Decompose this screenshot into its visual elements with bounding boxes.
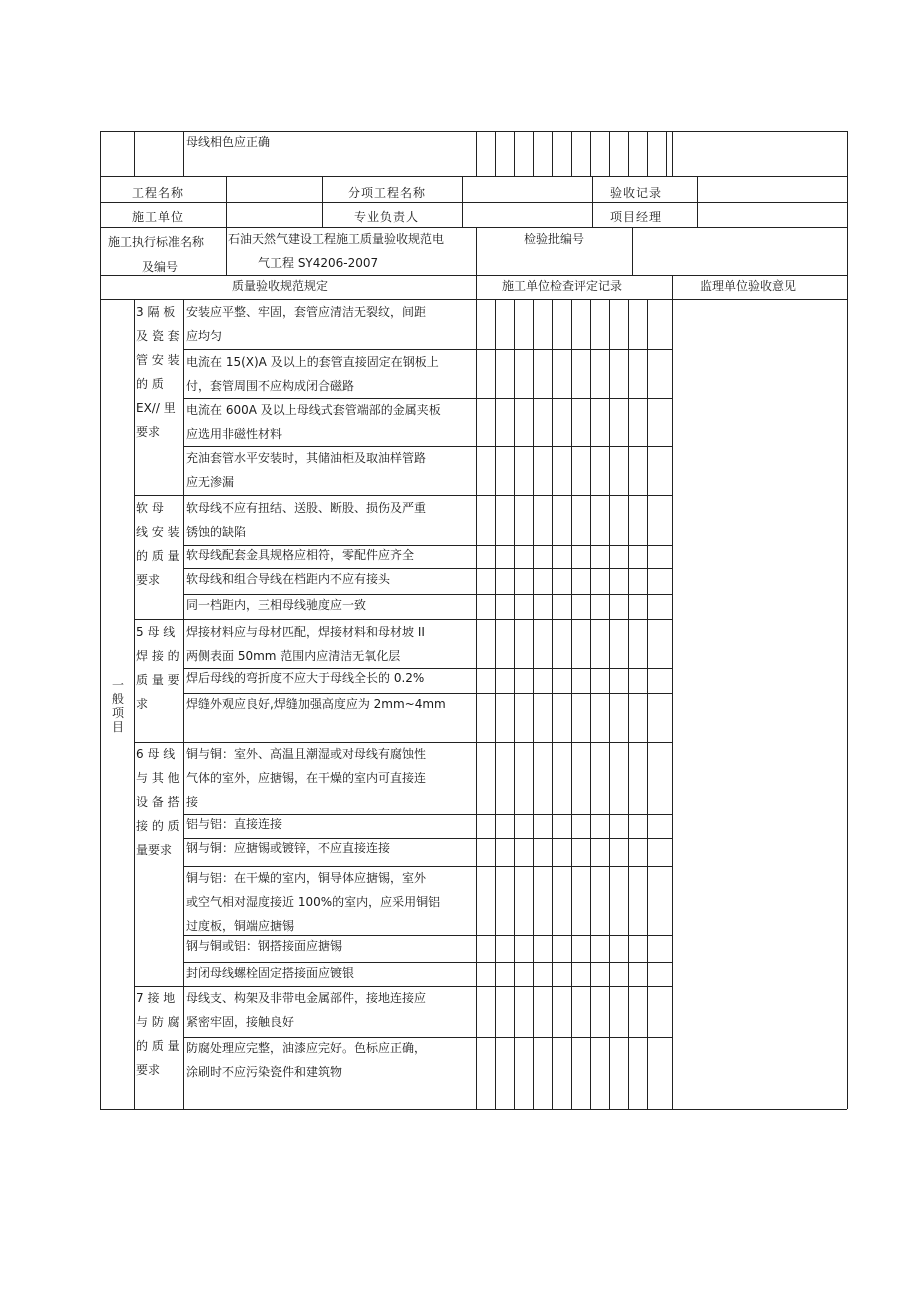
grid-line-h	[100, 176, 847, 177]
grid-line-h	[100, 299, 847, 300]
category-char: 目	[111, 720, 124, 734]
spec-item-line: 电流在 15(X)A 及以上的套管直接固定在钢板上	[186, 355, 439, 369]
group-title-line: 求	[136, 697, 149, 711]
spec-item-line: 同一档距内，三相母线驰度应一致	[186, 598, 367, 612]
category-char: 般	[111, 692, 124, 706]
spec-item-line: 铜与铝：在干燥的室内，铜导体应搪锡，室外	[186, 871, 427, 885]
grid-line-v	[628, 299, 629, 1109]
grid-line-h	[183, 594, 672, 595]
standard-value-line1: 石油天然气建设工程施工质量验收规范电	[228, 232, 445, 246]
grid-line-h	[183, 545, 672, 546]
group-title-line: 线 安 装	[136, 525, 180, 539]
grid-line-h	[134, 742, 672, 743]
grid-line-h	[134, 619, 672, 620]
grid-line-v	[495, 131, 496, 176]
spec-item-line: 紧密牢固，接触良好	[186, 1015, 295, 1029]
category-char: 项	[111, 706, 124, 720]
grid-line-v	[672, 275, 673, 299]
spec-column-header: 质量验收规范规定	[232, 279, 329, 293]
spec-item-line: 安装应平整、牢固，套管应清洁无裂纹，间距	[186, 305, 427, 319]
group-title-line: 要求	[136, 573, 161, 587]
grid-line-v	[476, 131, 477, 176]
spec-item-line: 过度板，铜端应搪锡	[186, 919, 295, 933]
spec-item-line: 焊后母线的弯折度不应大于母线全长的 0.2%	[186, 671, 425, 685]
group-title-line: 焊 接 的	[136, 649, 180, 663]
grid-line-v	[590, 131, 591, 176]
grid-line-h	[100, 202, 847, 203]
grid-line-v	[571, 299, 572, 1109]
grid-line-h	[183, 398, 672, 399]
grid-line-v	[533, 131, 534, 176]
grid-line-v	[134, 299, 135, 1109]
spec-item-line: 充油套管水平安装时，其储油柜及取油样管路	[186, 451, 427, 465]
grid-line-v	[672, 131, 673, 176]
spec-item-line: 铜与铜：室外、高温且潮湿或对母线有腐蚀性	[186, 747, 427, 761]
spec-item-line: 应均匀	[186, 329, 223, 343]
standard-label-line1: 施工执行标准名称	[108, 235, 205, 249]
spec-item-line: 应选用非磁性材料	[186, 427, 283, 441]
group-title-line: 管 安 装	[136, 353, 180, 367]
spec-item-line: 应无渗漏	[186, 475, 235, 489]
category-label	[111, 678, 125, 734]
grid-line-h	[183, 1037, 672, 1038]
grid-line-h	[183, 446, 672, 447]
spec-item-line: 防腐处理应完整，油漆应完好。色标应正确，	[186, 1041, 427, 1055]
group-title-line: 与 防 腐	[136, 1015, 180, 1029]
project-name-label: 工程名称	[132, 186, 185, 200]
grid-line-v	[632, 227, 633, 275]
grid-line-v	[609, 299, 610, 1109]
group-title-line: 接 的 质	[136, 819, 180, 833]
supervisor-opinion-header: 监理单位验收意见	[700, 279, 797, 293]
grid-line-v	[552, 299, 553, 1109]
grid-line-v	[514, 131, 515, 176]
group-title-line: 3 隔 板	[136, 305, 176, 319]
spec-item-line: 铝与铝：直接连接	[186, 817, 283, 831]
group-title-line: 的 质 量	[136, 1039, 180, 1053]
grid-line-v	[183, 131, 184, 176]
grid-line-v	[628, 131, 629, 176]
group-title-line: 要求	[136, 1063, 161, 1077]
grid-line-v	[134, 131, 135, 176]
grid-line-v	[590, 299, 591, 1109]
top-row-item: 母线相色应正确	[186, 135, 271, 149]
sub-project-label: 分项工程名称	[348, 186, 427, 200]
spec-item-line: 电流在 600A 及以上母线式套管端部的金属夹板	[186, 403, 441, 417]
construction-unit-label: 施工单位	[132, 210, 185, 224]
grid-line-h	[100, 275, 847, 276]
batch-no-label: 检验批编号	[524, 232, 585, 246]
grid-line-h	[100, 1109, 847, 1110]
spec-item-line: 软母线不应有扭结、送股、断股、损伤及严重	[186, 501, 427, 515]
grid-line-v	[609, 131, 610, 176]
spec-item-line: 涂刷时不应污染瓷件和建筑物	[186, 1065, 343, 1079]
grid-line-v	[476, 227, 477, 275]
grid-line-v	[514, 299, 515, 1109]
spec-item-line: 接	[186, 795, 199, 809]
category-char: 一	[111, 678, 124, 692]
contractor-check-header: 施工单位检查评定记录	[502, 279, 623, 293]
grid-line-v	[476, 299, 477, 1109]
spec-item-line: 焊缝外观应良好,焊缝加强高度应为 2mm~4mm	[186, 697, 446, 711]
grid-line-v	[476, 275, 477, 299]
grid-line-h	[134, 986, 672, 987]
spec-item-line: 付，套管周围不应构成闭合磁路	[186, 379, 355, 393]
group-title-line: 7 接 地	[136, 991, 176, 1005]
grid-line-h	[134, 495, 672, 496]
group-title-line: 的 质	[136, 377, 164, 391]
group-title-line: 要求	[136, 425, 161, 439]
acceptance-record-label: 验收记录	[610, 186, 663, 200]
grid-line-v	[697, 176, 698, 227]
spec-item-line: 封闭母线螺栓固定搭接面应镀银	[186, 966, 355, 980]
grid-line-h	[183, 814, 672, 815]
project-manager-label: 项目经理	[610, 210, 663, 224]
grid-line-h	[183, 668, 672, 669]
grid-line-v	[100, 131, 101, 1109]
grid-line-v	[183, 299, 184, 1109]
spec-item-line: 或空气相对湿度接近 100%的室内，应采用铜铝	[186, 895, 441, 909]
group-title-line: 量要求	[136, 843, 173, 857]
grid-line-v	[462, 176, 463, 227]
grid-line-v	[571, 131, 572, 176]
grid-line-h	[183, 349, 672, 350]
standard-value-line2: 气工程 SY4206-2007	[258, 256, 379, 270]
specialist-label: 专业负责人	[354, 210, 420, 224]
grid-line-h	[100, 227, 847, 228]
grid-line-v	[226, 176, 227, 275]
group-title-line: 质 量 要	[136, 673, 180, 687]
spec-item-line: 软母线配套金具规格应相符，零配件应齐全	[186, 548, 415, 562]
group-title-line: 及 瓷 套	[136, 329, 180, 343]
group-title-line: 设 备 搭	[136, 795, 180, 809]
grid-line-v	[647, 299, 648, 1109]
grid-line-v	[847, 131, 848, 1109]
group-title-line: EX// 里	[136, 401, 176, 415]
spec-item-line: 两侧表面 50mm 范围内应清洁无氧化层	[186, 649, 401, 663]
spec-item-line: 钢与铜或铝：钢搭接面应搪锡	[186, 939, 343, 953]
grid-line-h	[183, 866, 672, 867]
standard-label-line2: 及编号	[142, 260, 179, 274]
grid-line-v	[322, 176, 323, 227]
spec-item-line: 软母线和组合导线在档距内不应有接头	[186, 572, 391, 586]
spec-item-line: 锈蚀的缺陷	[186, 525, 247, 539]
group-title-line: 的 质 量	[136, 549, 180, 563]
grid-line-v	[533, 299, 534, 1109]
grid-line-v	[647, 131, 648, 176]
grid-line-v	[592, 176, 593, 227]
grid-line-v	[672, 299, 673, 1109]
grid-line-h	[183, 935, 672, 936]
group-title-line: 5 母 线	[136, 625, 176, 639]
grid-line-v	[495, 299, 496, 1109]
grid-line-h	[100, 131, 847, 132]
spec-item-line: 钢与铜：应搪锡或镀锌，不应直接连接	[186, 841, 391, 855]
grid-line-h	[183, 962, 672, 963]
group-title-line: 6 母 线	[136, 747, 176, 761]
spec-item-line: 焊接材料应与母材匹配，焊接材料和母材坡 II	[186, 625, 425, 639]
grid-line-v	[552, 131, 553, 176]
grid-line-h	[183, 693, 672, 694]
grid-line-v	[666, 131, 667, 176]
group-title-line: 与 其 他	[136, 771, 180, 785]
spec-item-line: 母线支、构架及非带电金属部件，接地连接应	[186, 991, 427, 1005]
grid-line-h	[183, 838, 672, 839]
grid-line-h	[183, 568, 672, 569]
group-title-line: 软 母	[136, 501, 164, 515]
spec-item-line: 气体的室外，应搪锡，在干燥的室内可直接连	[186, 771, 427, 785]
